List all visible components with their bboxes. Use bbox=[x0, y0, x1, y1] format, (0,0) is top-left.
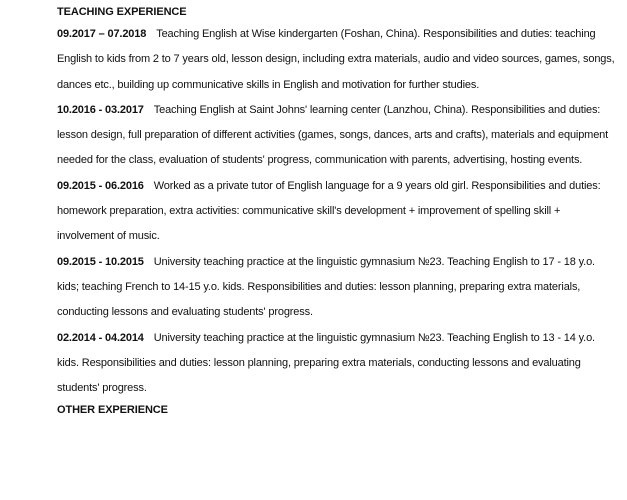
entry-description: Teaching English at Wise kindergarten (Foshan, China). Responsibilities and duties: teaching English to kids from 2 to 7 years old, lesson design, including extra materials, audio and video sources, games, songs, dances etc., building up communicative skills in English and motivation for further studies. bbox=[57, 28, 615, 91]
entry-description: Teaching English at Saint Johns' learning center (Lanzhou, China). Responsibilities and duties: lesson design, full preparation of different activities (games, songs, dances, arts and crafts), materials and equipment needed for the class, evaluation of students' progress, communication with parents, advertising, hosting events. bbox=[57, 103, 609, 167]
entry-dates: 02.2014 - 04.2014 bbox=[57, 331, 144, 344]
experience-entry bbox=[57, 98, 617, 174]
entry-description: Worked as a private tutor of English language for a 9 years old girl. Responsibilities and duties: homework preparation, extra activities: communicative skill's development + improvement of spelling skill + involvement of music. bbox=[57, 179, 601, 243]
experience-entry bbox=[57, 174, 617, 250]
experience-entry bbox=[57, 250, 617, 326]
entry-dates: 09.2017 – 07.2018 bbox=[57, 28, 147, 40]
entry-description: University teaching practice at the linguistic gymnasium №23. Teaching English to 13 - 14 y.o. kids. Responsibilities and duties: lesson planning, preparing extra materials, conducting lessons and evaluating students' progress. bbox=[57, 331, 595, 395]
experience-entry bbox=[57, 22, 617, 98]
entry-description: University teaching practice at the linguistic gymnasium №23. Teaching English to 17 - 18 y.o. kids; teaching French to 14-15 y.o. kids. Responsibilities and duties: lesson planning, preparing extra materials, conducting lessons and evaluating students' progress. bbox=[57, 255, 595, 319]
section-heading-teaching: TEACHING EXPERIENCE bbox=[57, 6, 187, 18]
experience-entry bbox=[57, 326, 617, 402]
section-heading-other: OTHER EXPERIENCE bbox=[57, 404, 168, 417]
entry-dates: 10.2016 - 03.2017 bbox=[57, 103, 144, 116]
entry-dates: 09.2015 - 10.2015 bbox=[57, 255, 144, 268]
entry-dates: 09.2015 - 06.2016 bbox=[57, 179, 144, 192]
